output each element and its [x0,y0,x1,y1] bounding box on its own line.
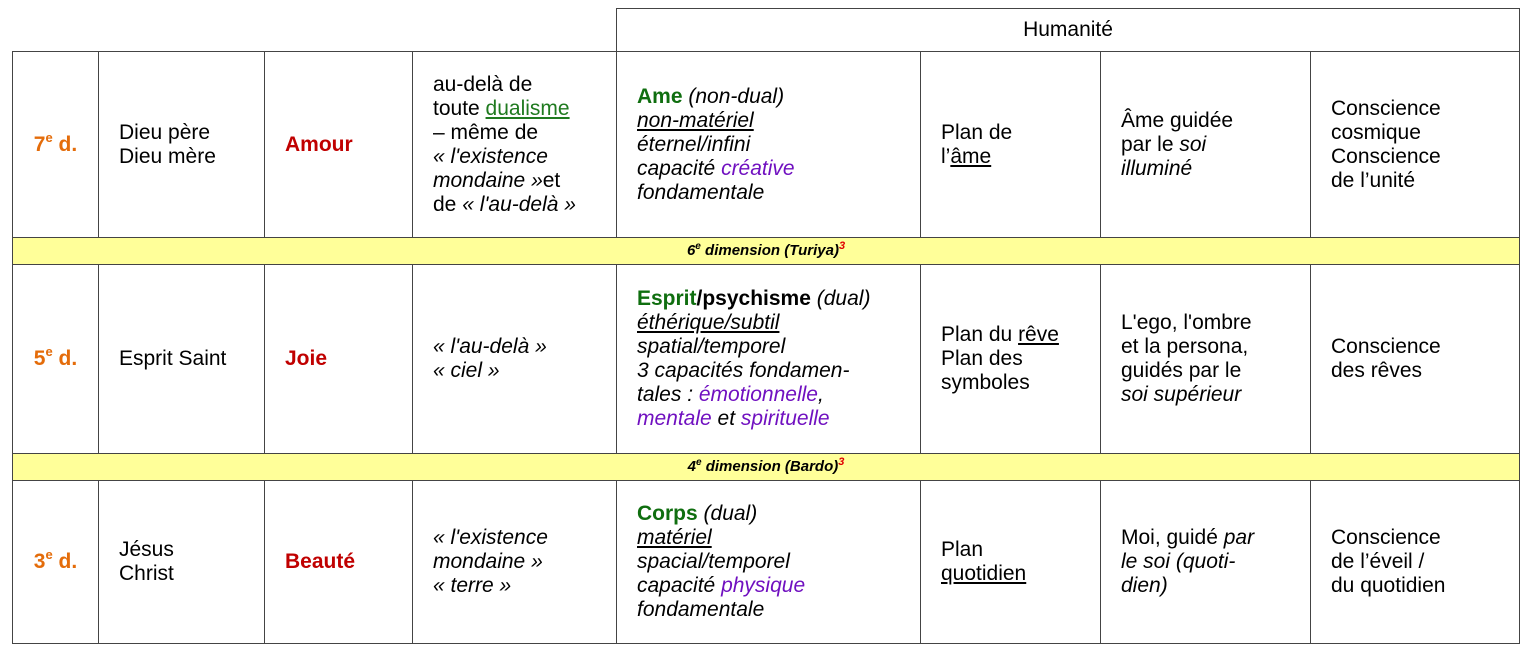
guide-cell [1101,265,1311,454]
consciousness-line: Conscience [1331,144,1441,168]
divine-line: Dieu père [119,120,211,144]
consciousness-cell [1311,481,1520,644]
being-line: éthérique/subtil [637,311,780,334]
being-title: Esprit [637,287,697,310]
divine-line: Christ [119,562,174,585]
band-sup: e [696,457,702,468]
realm-cell [413,265,617,454]
capacity-term: mentale [637,407,712,430]
divine-line: Esprit Saint [119,347,227,370]
guide-line: le soi (quoti- [1121,550,1236,573]
realm-line: « l'au-delà » [433,335,547,358]
footnote-ref[interactable]: 3 [838,456,845,468]
being-line: fondamentale [637,180,765,204]
being-text: , [817,383,824,406]
plane-cell [921,481,1101,644]
band-6th-dimension [13,238,1520,265]
dimension-cell [13,52,99,238]
guide-line: soi supérieur [1121,383,1242,406]
dimension-number: 3 [33,550,46,573]
dimension-cell [13,265,99,454]
plane-term: âme [950,144,992,168]
being-cell [617,265,921,454]
dimension-cell [13,481,99,644]
realm-line [433,193,616,217]
capacity-term: spirituelle [740,407,830,430]
divine-cell [99,52,265,238]
being-cell [617,481,921,644]
being-title-secondary: /psychisme [696,287,811,310]
attribute-cell: Beauté [265,481,413,644]
plane-line: quotidien [941,562,1027,585]
band-number: 6 [686,242,696,259]
realm-line [433,169,616,193]
band-number: 4 [687,458,696,475]
consciousness-line: des rêves [1331,359,1423,382]
divine-cell [99,481,265,644]
dimensions-table [12,8,1520,644]
guide-line [1121,526,1310,550]
being-line: spacial/temporel [637,550,790,573]
guide-line: dien) [1121,574,1168,597]
realm-cell [413,52,617,238]
band-cell [13,238,1520,265]
band-sup: e [695,241,701,252]
consciousness-line: Conscience [1331,335,1441,358]
guide-text: soi [1179,132,1207,156]
guide-line: guidés par le [1121,359,1242,382]
consciousness-cell [1311,52,1520,238]
plane-line: Plan de [941,120,1013,144]
plane-text: Plan du [941,323,1019,346]
band-label: dimension (Turiya) [700,242,839,259]
dimension-number: 5 [33,347,46,370]
row-5th-dimension [13,265,1520,454]
band-cell [13,454,1520,481]
dimension-suffix: d. [52,132,78,156]
being-line: fondamentale [637,598,765,621]
realm-line: « l'existence [433,526,548,549]
being-line: non-matériel [637,108,754,132]
realm-line: mondaine » [433,550,543,573]
dimension-sup: e [45,547,53,562]
dimension-sup: e [45,344,53,359]
realm-line [433,97,616,121]
row-3rd-dimension [13,481,1520,644]
being-line: éternel/infini [637,132,751,156]
realm-line: « ciel » [433,359,500,382]
row-7th-dimension [13,52,1520,238]
dimension-sup: e [45,129,53,145]
plane-line: Plan [941,538,984,561]
plane-term: rêve [1018,323,1059,346]
capacity-term: physique [721,574,806,597]
plane-line: Plan des [941,347,1023,370]
consciousness-line: de l’unité [1331,168,1416,192]
attribute-cell: Joie [265,265,413,454]
plane-line [941,323,1100,347]
plane-line [941,145,1100,169]
dualisme-term: dualisme [485,96,570,120]
plane-text: l’ [941,144,951,168]
divine-line: Jésus [119,538,174,561]
realm-line: « l'existence [433,144,548,168]
being-line: matériel [637,526,712,549]
header-row [13,9,1520,52]
being-title-line [637,502,920,526]
being-qualifier: (dual) [697,502,758,525]
dimension-number: 7 [33,132,46,156]
being-qualifier: (non-dual) [682,84,785,108]
realm-text: de [433,192,463,216]
guide-line: Âme guidée [1121,108,1234,132]
consciousness-cell [1311,265,1520,454]
plane-cell [921,52,1101,238]
header-blank [13,9,617,52]
guide-cell [1101,52,1311,238]
being-text: capacité [637,574,722,597]
guide-line: et la persona, [1121,335,1249,358]
realm-line: au-delà de [433,72,533,96]
consciousness-line: cosmique [1331,120,1421,144]
band-4th-dimension [13,454,1520,481]
being-text: et [711,407,741,430]
consciousness-line: Conscience [1331,96,1441,120]
capacity-term: créative [721,156,795,180]
humanite-header: Humanité [617,9,1520,52]
realm-line: – même de [433,120,539,144]
consciousness-line: du quotidien [1331,574,1446,597]
being-text: capacité [637,156,722,180]
band-label: dimension (Bardo) [701,458,839,475]
guide-text: par le [1121,132,1180,156]
being-title: Ame [637,84,683,108]
plane-line: symboles [941,371,1030,394]
being-title-line [637,287,920,311]
being-line [637,574,920,598]
being-line [637,407,920,431]
realm-text: mondaine » [433,168,543,192]
realm-cell [413,481,617,644]
realm-line: « terre » [433,574,512,597]
realm-text: et [542,168,561,192]
divine-cell [99,265,265,454]
being-line: spatial/temporel [637,335,786,358]
being-title-line [637,85,920,109]
being-qualifier: (dual) [810,287,871,310]
dimension-suffix: d. [52,550,78,573]
consciousness-line: de l’éveil / [1331,550,1425,573]
footnote-ref[interactable]: 3 [838,240,846,252]
guide-cell [1101,481,1311,644]
guide-text: Moi, guidé [1121,526,1224,549]
plane-cell [921,265,1101,454]
being-title: Corps [637,502,698,525]
realm-text: toute [433,96,486,120]
guide-line: L'ego, l'ombre [1121,311,1252,334]
being-text: tales : [637,383,699,406]
divine-line: Dieu mère [119,144,216,168]
dimension-suffix: d. [52,347,78,370]
being-line [637,157,920,181]
guide-text: par [1223,526,1255,549]
capacity-term: émotionnelle [698,383,818,406]
guide-line [1121,133,1310,157]
attribute-cell: Amour [265,52,413,238]
being-cell [617,52,921,238]
being-line: 3 capacités fondamen- [637,359,850,382]
guide-line: illuminé [1121,156,1193,180]
consciousness-line: Conscience [1331,526,1441,549]
realm-text: « l'au-delà » [462,192,576,216]
being-line [637,383,920,407]
